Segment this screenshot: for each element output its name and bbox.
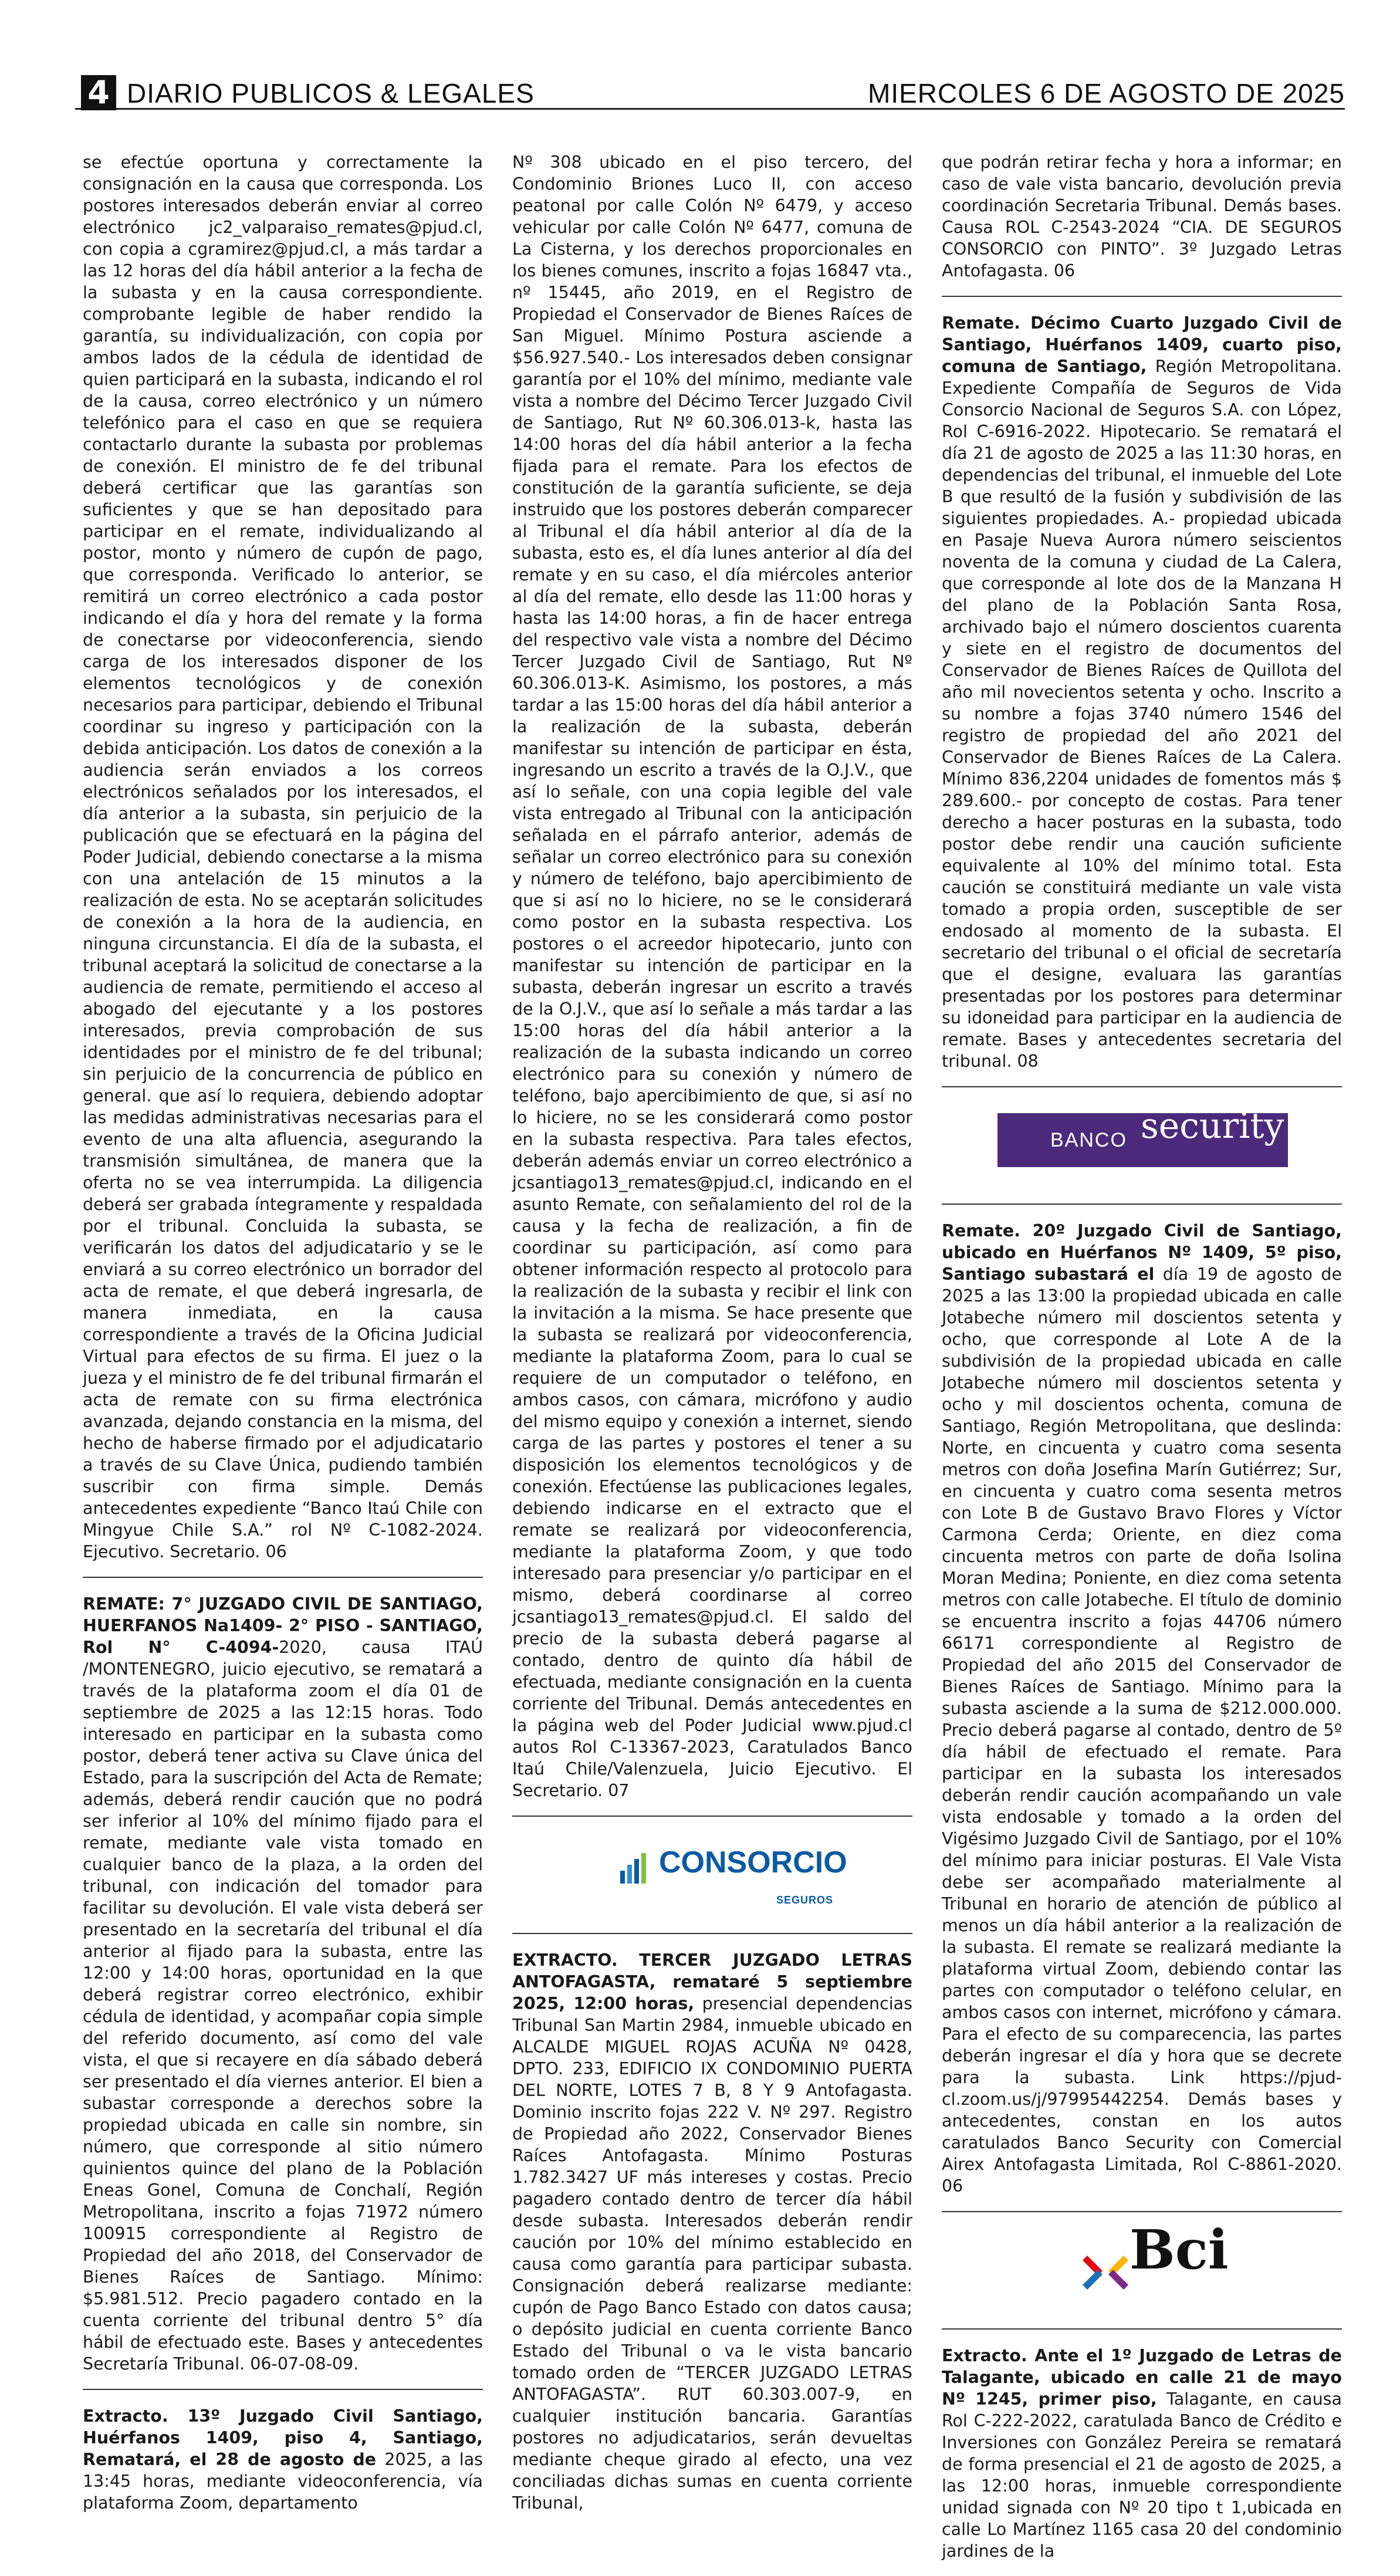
- notice-extracto-antofagasta: [512, 1949, 912, 2514]
- banco-security-logo: [942, 1103, 1342, 1191]
- notice-heading: Remate. 20º Juzgado Civil de Santiago, ubicado en Huérfanos Nº 1409, 5º piso, Santiago subastará el: [942, 1221, 1342, 1284]
- notice-body: Talagante, en causa Rol C-222-2022, caratulada Banco de Crédito e Inversiones con González Pereira se rematará de forma presencial el 21 de agosto de 2025, a las 12:00 horas, inmueble correspondiente unidad signada con Nº 20 tipo t 1,ubicada en calle Lo Martínez 1165 casa 20 del condominio jardines de la: [942, 2389, 1342, 2561]
- notice-body: 2025, a las 13:45 horas, mediante videoconferencia, vía plataforma Zoom, departamento: [83, 2450, 483, 2513]
- banco-word: BANCO: [1050, 1129, 1127, 1151]
- page-header: [75, 72, 1345, 110]
- divider: [83, 1577, 483, 1578]
- notice-body: Región Metropolitana. Expediente Compañía de Seguros de Vida Consorcio Nacional de Seguros S.A. con López, Rol C-6916-2022. Hipotecario. Se rematará el día 21 de agosto de 2025 a las 11:30 horas, en dependencias del tribunal, el inmueble del Lote B que resultó de la fusión y subdivisión de las siguientes propiedades. A.- propiedad ubicada en Pasaje Nueva Aurora número seiscientos noventa de la comuna y ciudad de La Calera, que corresponde al lote dos de la Manzana H del plano de la Población Santa Rosa, archivado bajo el número doscientos cuarenta y siete en el registro de documentos del Conservador de Bienes Raíces de Quillota del año mil novecientos setenta y ocho. Inscrito a su nombre a fojas 3740 número 1546 del registro de propiedad del año 2021 del Conservador de Bienes Raíces de La Calera. Mínimo 836,2204 unidades de fomentos más $ 289.600.- por concepto de costas. Para tener derecho a hacer posturas en la subasta, todo postor debe rendir una caución suficiente equivalente al 10% del mínimo total. Esta caución se constituirá mediante un vale vista tomado a propia orden, susceptible de ser endosado al momento de la subasta. El secretario del tribunal o el oficial de secretaría que el designe, evaluara las garantías presentadas por los postores para determinar su idoneidad para participar en la audiencia de remate. Bases y antecedentes secretaria del tribunal. 08: [942, 357, 1342, 1071]
- divider: [942, 2211, 1342, 2212]
- consorcio-name: CONSORCIO: [659, 1845, 847, 1879]
- notice-text: que podrán retirar fecha y hora a informar; en caso de vale vista bancario, devolución previa coordinación Secretaria Tribunal. Demás bases. Causa ROL C-2543-2024 “CIA. DE SEGUROS CONSORCIO con PINTO”. 3º Juzgado Letras Antofagasta. 06: [942, 153, 1342, 280]
- notice-remate-7-juzgado: [83, 1593, 483, 2375]
- notice-heading: Extracto. Ante el 1º Juzgado de Letras de Talagante, ubicado en calle 21 de mayo Nº 1245, primer piso,: [942, 2346, 1342, 2409]
- column-3: [942, 151, 1342, 2576]
- notice-heading: REMATE: 7° JUZGADO CIVIL DE SANTIAGO, HUERFANOS Na1409- 2° PISO - SANTIAGO, Rol N° C-4094-: [83, 1594, 483, 1657]
- notice-extracto-talagante: [942, 2345, 1342, 2562]
- notice-body: presencial dependencias Tribunal San Martin 2984, inmueble ubicado en ALCALDE MIGUEL ROJAS ACUÑA Nº 0428, DPTO. 233, EDIFICIO IX CONDOMINIO PUERTA DEL NORTE, LOTES 7 B, 8 Y 9 Antofagasta. Dominio inscrito fojas 222 V. Nº 297. Registro de Propiedad año 2022, Conservador Bienes Raíces Antofagasta. Mínimo Posturas 1.782.3427 UF más intereses y costas. Precio pagadero contado dentro de tercer día hábil desde subasta. Interesados deberán rendir caución por 10% del mínimo establecido en causa como garantía para participar subasta. Consignación deberá realizarse mediante: cupón de Pago Banco Estado con datos causa; o depósito judicial en cuenta corriente Banco Estado del Tribunal o va le vista bancario tomado orden de “TERCER JUZGADO LETRAS ANTOFAGASTA”. RUT 60.303.007-9, en cualquier institución bancaria. Garantías postores no adjudicatarios, serán devueltas mediante cheque girado al efecto, una vez conciliadas dichas sumas en cuenta corriente Tribunal,: [512, 1994, 912, 2513]
- notice-extracto-13-juzgado: [83, 2405, 483, 2514]
- bci-mark-icon: [1083, 2250, 1128, 2296]
- divider: [83, 2389, 483, 2390]
- page-number: 4: [81, 75, 116, 110]
- notice-text: Nº 308 ubicado en el piso tercero, del Condominio Briones Luco II, con acceso peatonal por calle Colón Nº 6479, y acceso vehicular por calle Colón Nº 6477, comuna de La Cisterna, y los derechos proporcionales en los bienes comunes, inscrito a fojas 16847 vta., nº 15445, año 2019, en el Registro de Propiedad el Conservador de Bienes Raíces de San Miguel. Mínimo Postura asciende a $56.927.540.- Los interesados deben consignar garantía por el 10% del mínimo, mediante vale vista a nombre del Décimo Tercer Juzgado Civil de Santiago, Rut Nº 60.306.013-k, hasta las 14:00 horas del día hábil anterior a la fecha fijada para el remate. Para los efectos de constitución de la garantía suficiente, se deja instruido que los postores deberán comparecer al Tribunal el día hábil anterior al día de la subasta, esto es, el día lunes anterior al día del remate y en su caso, el día miércoles anterior al día del remate, ello desde las 11:00 horas y hasta las 14:00 horas, a fin de hacer entrega del respectivo vale vista a nombre del Décimo Tercer Juzgado Civil de Santiago, Rut Nº 60.306.013-K. Asimismo, los postores, a más tardar a las 15:00 horas del día hábil anterior a la realización de la subasta, deberán manifestar su intención de participar en ésta, ingresando un escrito a través de la O.J.V., que así lo señale, con una copia legible del vale vista entregado al Tribunal con la anticipación señalada en el párrafo anterior, además de señalar un correo electrónico para su conexión y número de teléfono, bajo apercibimiento de que si así no lo hiciere, no se le considerará como postor en la subasta respectiva. Los postores o el acreedor hipotecario, junto con manifestar su intención de participar en la subasta, deberán ingresar un escrito a través de la O.J.V., que así lo señale a más tardar a las 15:00 horas del día hábil anterior a la realización de la subasta indicando un correo electrónico para su conexión y número de teléfono, bajo apercibimiento de que, si así no lo hiciere, no se les considerará como postor en la subasta respectiva. Para tales efectos, deberán además enviar un correo electrónico a jcsantiago13_remates@pjud.cl, indicando en el asunto Remate, con señalamiento del rol de la causa y la fecha de realización, a fin de coordinar su participación, así como para obtener información respecto al protocolo para la realización de la subasta y recibir el link con la invitación a la misma. Se hace presente que la subasta se realizará por videoconferencia, mediante la plataforma Zoom, para lo cual se requiere de un computador o teléfono, en ambos casos, con cámara, micrófono y audio del mismo equipo y conexión a internet, siendo carga de las partes y postores el tener a su disposición los elementos tecnológicos y de conexión. Efectúense las publicaciones legales, debiendo indicarse en el extracto que el remate se realizará por videoconferencia, mediante la plataforma Zoom, y que todo interesado para presenciar y/o participar en el mismo, deberá coordinarse al correo jcsantiago13_remates@pjud.cl. El saldo del precio de la subasta deberá pagarse al contado, dentro de quinto día hábil de efectuada, mediante consignación en la cuenta corriente del Tribunal. Demás antecedentes en la página web del Poder Judicial www.pjud.cl autos Rol C-13367-2023, Caratulados Banco Itaú Chile/Valenzuela, Juicio Ejecutivo. El Secretario. 07: [512, 153, 912, 1800]
- consorcio-sub: SEGUROS: [776, 1894, 834, 1906]
- divider: [942, 296, 1342, 297]
- bci-logo: [942, 2218, 1342, 2315]
- notice-heading: EXTRACTO. TERCER JUZGADO LETRAS ANTOFAGASTA, remataré 5 septiembre 2025, 12:00 horas,: [512, 1950, 912, 2013]
- consorcio-logo: [512, 1832, 912, 1920]
- publication-date: MIERCOLES 6 DE AGOSTO DE 2025: [868, 78, 1345, 109]
- publication-name: DIARIO PUBLICOS & LEGALES: [127, 78, 535, 109]
- security-word: security: [1141, 1106, 1284, 1147]
- notice-body: día 19 de agosto de 2025 a las 13:00 la propiedad ubicada en calle Jotabeche número mil doscientos setenta y ocho, que corresponde al Lote A de la subdivisión de la propiedad ubicada en calle Jotabeche número mil doscientos setenta y ocho y mil doscientos ochenta, comuna de Santiago, Región Metropolitana, que deslinda: Norte, en cincuenta y cuatro coma sesenta metros con doña Josefina Marín Gutiérrez; Sur, en cincuenta y cuatro coma sesenta metros con Lote B de Gustavo Bravo Flores y Víctor Carmona Cerda; Oriente, en diez coma cincuenta metros con parte de doña Isolina Moran Medina; Poniente, en diez coma setenta metros con calle Jotabeche. El título de dominio se encuentra inscrito a fojas 44706 número 66171 correspondiente al Registro de Propiedad del año 2015 del Conservador de Bienes Raíces de Santiago. Mínimo para la subasta asciende a la suma de $212.000.000. Precio deberá pagarse al contado, dentro de 5º día hábil de efectuado el remate. Para participar en la subasta los interesados deberán rendir caución acompañando un vale vista endosable y tomado a la orden del Vigésimo Juzgado Civil de Santiago, por el 10% del mínimo para iniciar posturas. El Vale Vista debe ser acompañado materialmente al Tribunal en horario de atención de público al menos un día hábil anterior a la realización de la subasta. El remate se realizará mediante la plataforma virtual Zoom, debiendo contar las partes con computador o teléfono celular, en ambos casos con internet, micrófono y cámara. Para el efecto de su comparecencia, las partes deberán ingresar el día y hora que se decrete para la subasta. Link https://pjud-cl.zoom.us/j/97995442254. Demás bases y antecedentes, constan en los autos caratulados Banco Security con Comercial Airex Antofagasta Limitada, Rol C-8861-2020. 06: [942, 1265, 1342, 2196]
- notice-body: 2020, causa ITAÚ /MONTENEGRO, juicio ejecutivo, se rematará a través de la plataforma zoom el día 01 de septiembre de 2025 a las 12:15 horas. Todo interesado en participar en la subasta como postor, deberá tener activa su Clave única del Estado, para la suscripción del Acta de Remate; además, deberá rendir caución que no podrá ser inferior al 10% del mínimo fijado para el remate, mediante vale vista tomado en cualquier banco de la plaza, a la orden del tribunal, con indicación del tomador para facilitar su devolución. El vale vista deberá ser presentado en la secretaría del tribunal el día anterior al fijado para la subasta, entre las 12:00 y 14:00 horas, oportunidad en la que deberá registrar correo electrónico, exhibir cédula de identidad, y acompañar copia simple del referido documento, así como del vale vista, el que si recayere en día sábado deberá ser presentado el día viernes anterior. El bien a subastar corresponde a derechos sobre la propiedad ubicada en calle sin nombre, sin número, que corresponde al sitio número quinientos quince del plano de la Población Eneas Gonel, Comuna de Conchalí, Región Metropolitana, inscrito a fojas 71972 número 100915 correspondiente al Registro de Propiedad del año 2018, del Conservador de Bienes Raíces de Santiago. Mínimo: $5.981.512. Precio pagadero contado en la cuenta corriente del tribunal dentro 5° día hábil de efectuado este. Bases y antecedentes Secretaría Tribunal. 06-07-08-09.: [83, 1638, 483, 2374]
- notice-remate-14-juzgado: [942, 312, 1342, 1072]
- consorcio-mark-icon: [618, 1850, 654, 1886]
- divider: [512, 1816, 912, 1817]
- notice-heading: Extracto. 13º Juzgado Civil Santiago, Huérfanos 1409, piso 4, Santiago, Rematará, el 28 de agosto de: [83, 2406, 483, 2469]
- divider: [942, 1086, 1342, 1087]
- divider: [512, 1933, 912, 1934]
- column-2: [512, 151, 912, 2528]
- bci-name: Bci: [1130, 2218, 1229, 2281]
- notice-heading: Remate. Décimo Cuarto Juzgado Civil de Santiago, Huérfanos 1409, cuarto piso, comuna de Santiago,: [942, 313, 1342, 376]
- divider: [942, 1204, 1342, 1205]
- divider: [942, 2328, 1342, 2330]
- column-1: [83, 151, 483, 2528]
- notice-remate-20-juzgado: [942, 1220, 1342, 2197]
- notice-text: se efectúe oportuna y correctamente la consignación en la causa que corresponda. Los postores interesados deberán enviar al correo electrónico jc2_valparaiso_remates@pjud.cl, con copia a cgramirez@pjud.cl, a más tardar a las 12 horas del día hábil anterior a la fecha de la subasta y en la causa correspondiente. comprobante legible de haber rendido la garantía, su individualización, con copia por ambos lados de la cédula de identidad de quien participará en la subasta, indicando el rol de la causa, correo electrónico y un número telefónico para el caso en que se requiera contactarlo durante la subasta por problemas de conexión. El ministro de fe del tribunal deberá certificar que las garantías son suficientes y que se han depositado para participar en el remate, individualizando al postor, monto y número de cupón de pago, que corresponda. Verificado lo anterior, se remitirá un correo electrónico a cada postor indicando el día y hora del remate y la forma de conectarse por videoconferencia, siendo carga de los interesados disponer de los elementos tecnológicos y de conexión necesarios para participar, debiendo el Tribunal coordinar su ingreso y participación con la debida anticipación. Los datos de conexión a la audiencia serán enviados a los correos electrónicos señalados por los interesados, el día anterior a la subasta, sin perjuicio de la publicación que se efectuará en la página del Poder Judicial, debiendo conectarse a la misma con una antelación de 15 minutos a la realización de esta. No se aceptarán solicitudes de conexión a la hora de la audiencia, en ninguna circunstancia. El día de la subasta, el tribunal aceptará la solicitud de conectarse a la audiencia de remate, permitiendo el acceso al abogado del ejecutante y a los postores interesados, previa comprobación de sus identidades por el ministro de fe del tribunal; sin perjuicio de la concurrencia de público en general. que así lo requiera, debiendo adoptar las medidas administrativas necesarias para el evento de una alta afluencia, asegurando la transmisión simultánea, de manera que la oferta no se vea interrumpida. La diligencia deberá ser grabada íntegramente y respaldada por el tribunal. Concluida la subasta, se verificarán los datos del adjudicatario y se le enviará a su correo electrónico un borrador del acta de remate, el que deberá ingresarla, de manera inmediata, en la causa correspondiente a través de la Oficina Judicial Virtual para efectos de su firma. El juez o la jueza y el ministro de fe del tribunal firmarán el acta de remate con su firma electrónica avanzada, dejando constancia en la misma, del hecho de haberse firmado por el adjudicatario a través de su Clave Única, pudiendo también suscribir con firma simple. Demás antecedentes expediente “Banco Itaú Chile con Mingyue Chile S.A.” rol Nº C-1082-2024. Ejecutivo. Secretario. 06: [83, 153, 483, 1561]
